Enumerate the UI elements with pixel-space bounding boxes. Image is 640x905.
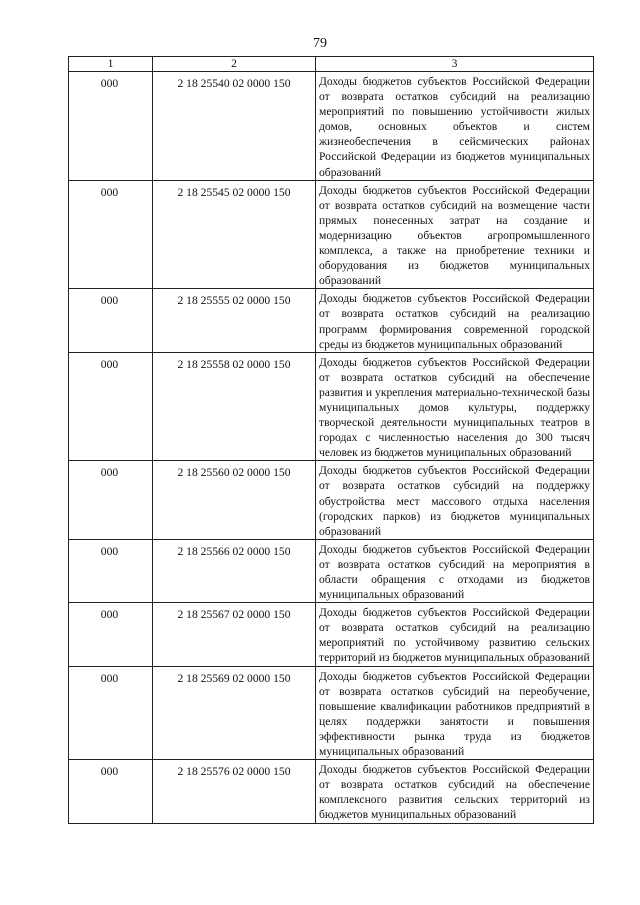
table-header-row (69, 57, 594, 72)
budget-code-cell: 2 18 25566 02 0000 150 (153, 539, 316, 602)
income-name-cell: Доходы бюджетов субъектов Российской Федерации от возврата остатков субсидий на поддержку обустройства мест массового отдыха населения (городских парков) из бюджетов муниципальных образований (316, 461, 594, 539)
admin-code-cell: 000 (69, 72, 153, 181)
admin-code-cell: 000 (69, 603, 153, 666)
admin-code-cell: 000 (69, 180, 153, 289)
page-number: 79 (313, 36, 327, 51)
income-name-cell: Доходы бюджетов субъектов Российской Федерации от возврата остатков субсидий на обеспечение комплексного развития сельских территорий из бюджетов муниципальных образований (316, 760, 594, 823)
budget-code-cell: 2 18 25569 02 0000 150 (153, 666, 316, 760)
table-row (69, 539, 594, 602)
table-row (69, 461, 594, 539)
admin-code-cell: 000 (69, 760, 153, 823)
budget-code-cell: 2 18 25558 02 0000 150 (153, 352, 316, 461)
admin-code-cell: 000 (69, 461, 153, 539)
income-name-cell: Доходы бюджетов субъектов Российской Федерации от возврата остатков субсидий на реализацию мероприятий по повышению устойчивости жилых домов, основных объектов и систем жизнеобеспечения в сейсмических районах Российской Федерации из бюджетов муниципальных образований (316, 72, 594, 181)
income-name-cell: Доходы бюджетов субъектов Российской Федерации от возврата остатков субсидий на мероприятия в области обращения с отходами из бюджетов муниципальных образований (316, 539, 594, 602)
budget-code-cell: 2 18 25567 02 0000 150 (153, 603, 316, 666)
column-header-1: 1 (69, 57, 153, 72)
table-row (69, 603, 594, 666)
budget-code-cell: 2 18 25576 02 0000 150 (153, 760, 316, 823)
income-name-cell: Доходы бюджетов субъектов Российской Федерации от возврата остатков субсидий на обеспечение развития и укрепления материально-технической базы муниципальных домов культуры, поддержку творческой деятельности муниципальных театров в городах с численностью населения до 300 тысяч человек из бюджетов муниципальных образований (316, 352, 594, 461)
column-header-3: 3 (316, 57, 594, 72)
table-row (69, 352, 594, 461)
budget-code-cell: 2 18 25560 02 0000 150 (153, 461, 316, 539)
admin-code-cell: 000 (69, 352, 153, 461)
table-row (69, 760, 594, 823)
table-row (69, 289, 594, 352)
budget-classification-table (68, 56, 594, 824)
budget-code-cell: 2 18 25540 02 0000 150 (153, 72, 316, 181)
table-row (69, 72, 594, 181)
budget-code-cell: 2 18 25545 02 0000 150 (153, 180, 316, 289)
admin-code-cell: 000 (69, 539, 153, 602)
table-row (69, 180, 594, 289)
income-name-cell: Доходы бюджетов субъектов Российской Федерации от возврата остатков субсидий на возмещение части прямых понесенных затрат на создание и модернизацию объектов агропромышленного комплекса, а также на приобретение техники и оборудования из бюджетов муниципальных образований (316, 180, 594, 289)
admin-code-cell: 000 (69, 289, 153, 352)
column-header-2: 2 (153, 57, 316, 72)
admin-code-cell: 000 (69, 666, 153, 760)
budget-code-cell: 2 18 25555 02 0000 150 (153, 289, 316, 352)
income-name-cell: Доходы бюджетов субъектов Российской Федерации от возврата остатков субсидий на переобучение, повышение квалификации работников предприятий в целях поддержки занятости и повышения эффективности рынка труда из бюджетов муниципальных образований (316, 666, 594, 760)
table-row (69, 666, 594, 760)
income-name-cell: Доходы бюджетов субъектов Российской Федерации от возврата остатков субсидий на реализацию программ формирования современной городской среды из бюджетов муниципальных образований (316, 289, 594, 352)
income-name-cell: Доходы бюджетов субъектов Российской Федерации от возврата остатков субсидий на реализацию мероприятий по устойчивому развитию сельских территорий из бюджетов муниципальных образований (316, 603, 594, 666)
